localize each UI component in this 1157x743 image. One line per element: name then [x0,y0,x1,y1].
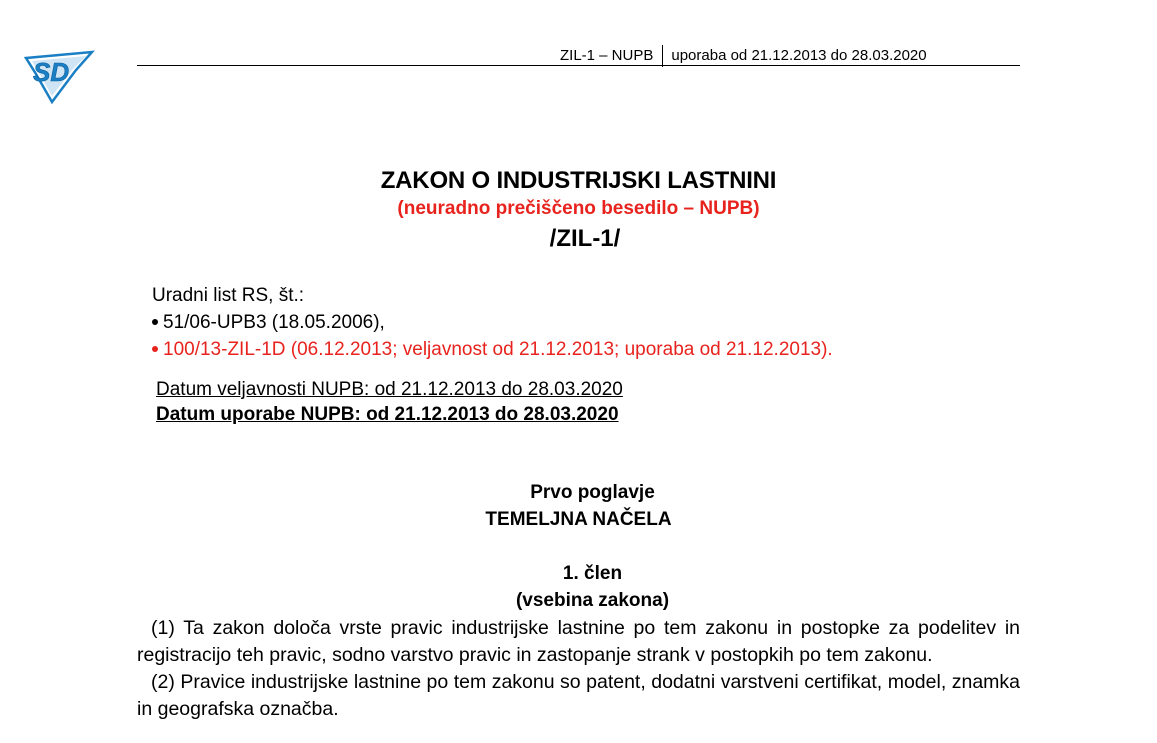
page-header [560,44,927,66]
header-usage-period: uporaba od 21.12.2013 do 28.03.2020 [671,46,927,64]
header-document-code: ZIL-1 – NUPB [560,46,654,64]
document-title: ZAKON O INDUSTRIJSKI LASTNINI [380,167,777,194]
validity-block [156,377,623,427]
chapter-title: TEMELJNA NAČELA [485,509,672,530]
article-title: (vsebina zakona) [515,590,670,611]
gazette-item [152,336,833,363]
gazette-label: Uradni list RS, št.: [152,285,305,306]
header-rule [137,65,1020,66]
svg-text:SD: SD [33,57,70,87]
bullet-icon [152,346,158,352]
gazette-item [152,309,833,336]
validity-date: Datum veljavnosti NUPB: od 21.12.2013 do 28.03.2020 [156,379,623,400]
article-paragraph: (1) Ta zakon določa vrste pravic industrijske lastnine po tem zakonu in postopke za podelitev in registracijo teh pravic, sodno varstvo pravic in zastopanje strank v postopkih po tem zakonu. [137,617,1020,666]
official-gazette-block [152,282,833,363]
document-code: /ZIL-1/ [549,225,621,252]
document-subtitle: (neuradno prečiščeno besedilo – NUPB) [397,198,760,219]
article-number: 1. člen [562,563,623,584]
gazette-item-text: 100/13-ZIL-1D (06.12.2013; veljavnost od 21.12.2013; uporaba od 21.12.2013). [163,339,833,360]
sd-logo-icon [22,48,96,104]
gazette-item-text: 51/06-UPB3 (18.05.2006), [163,312,385,333]
bullet-icon [152,319,158,325]
usage-date: Datum uporabe NUPB: od 21.12.2013 do 28.03.2020 [156,404,619,425]
header-separator [662,45,663,67]
chapter-number: Prvo poglavje [530,482,655,503]
article-body [137,615,1020,723]
article-paragraph: (2) Pravice industrijske lastnine po tem zakonu so patent, dodatni varstveni certifikat, model, znamka in geografska označba. [137,671,1020,720]
